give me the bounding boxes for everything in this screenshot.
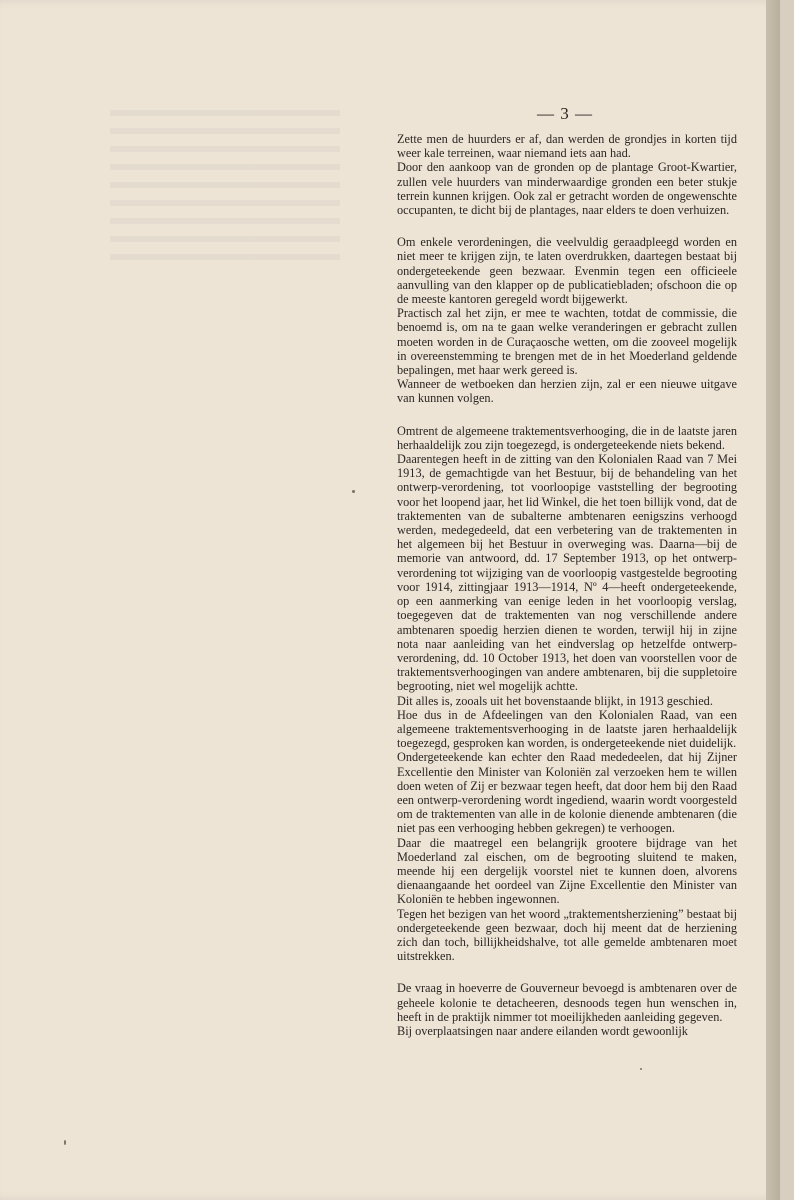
page-number: — 3 — bbox=[537, 104, 593, 123]
text-column bbox=[397, 132, 737, 1038]
paragraph: Om enkele verordeningen, die veelvuldig geraadpleegd worden en niet meer te krijgen zijn, te laten overdrukken, daartegen bestaat bij ondergeteekende geen bezwaar. Evenmin tegen een officieele aanvulling van den klapper op de publicatiebladen; ofschoon die op de meeste kantoren geregeld wordt bijgewerkt. bbox=[397, 235, 737, 307]
paragraph: Omtrent de algemeene traktementsverhooging, die in de laatste jaren herhaaldelijk zou zijn toegezegd, is ondergeteekende niets bekend. bbox=[397, 423, 737, 452]
paragraph: Zette men de huurders er af, dan werden de grondjes in korten tijd weer kale terreinen, waar niemand iets aan had. bbox=[397, 132, 737, 161]
paragraph: Dit alles is, zooals uit het bovenstaande blijkt, in 1913 geschied. bbox=[397, 693, 713, 708]
bleed-through-text bbox=[110, 100, 340, 260]
paragraph: De vraag in hoeverre de Gouverneur bevoegd is ambtenaren over de geheele kolonie te detacheeren, desnoods tegen hun wenschen in, heeft in de praktijk nimmer tot moeilijkheden aanleiding gegeven. bbox=[397, 981, 737, 1024]
paragraph: Bij overplaatsingen naar andere eilanden wordt gewoonlijk bbox=[397, 1023, 688, 1038]
paragraph: Daar die maatregel een belangrijk grootere bijdrage van het Moederland zal eischen, om de begrooting sluitend te maken, meende hij een dergelijk voorstel niet te kunnen doen, alvorens dienaangaande het oordeel van Zijne Excellentie den Minister van Koloniën te hebben ingewonnen. bbox=[397, 835, 737, 907]
paragraph: Hoe dus in de Afdeelingen van den Kolonialen Raad, van een algemeene traktementsverhooging in de laatste jaren herhaaldelijk toegezegd, gesproken kan worden, is ondergeteekende niet duidelijk. bbox=[397, 707, 737, 751]
paragraph: Tegen het bezigen van het woord „traktementsherziening” bestaat bij ondergeteekende geen bezwaar, doch hij meent dat de herziening zich dan toch, billijkheidshalve, tot alle gemelde ambtenaren moet uitstrekken. bbox=[397, 906, 737, 964]
page-edge bbox=[766, 0, 780, 1200]
speck bbox=[352, 490, 355, 493]
speck bbox=[64, 1140, 66, 1145]
paragraph: Door den aankoop van de gronden op de plantage Groot-Kwartier, zullen vele huurders van minderwaardige gronden een beter stukje terrein kunnen krijgen. Ook zal er getracht worden de ongewenschte occupanten, te dicht bij de plantages, naar elders te doen verhuizen. bbox=[397, 160, 737, 218]
paragraph: Wanneer de wetboeken dan herzien zijn, zal er een nieuwe uitgave van kunnen volgen. bbox=[397, 377, 737, 406]
paragraph: Daarentegen heeft in de zitting van den Kolonialen Raad van 7 Mei 1913, de gemachtigde van het Bestuur, bij de behandeling van het ontwerp-verordening, tot voorloopige vaststelling der begrooting voor het loopend jaar, het lid Winkel, die het toen billijk vond, dat de traktementen van de subalterne ambtenaren eenigszins verhoogd werden, medegedeeld, dat een verbetering van de traktementen in het algemeen bij het Bestuur in overweging was. Daarna—bij de memorie van antwoord, dd. 17 September 1913, op het ontwerp-verordening tot wijziging van de voorloopig vastgestelde begrooting voor 1914, zittingjaar 1913—1914, Nº 4—heeft ondergeteekende, op een aanmerking van eenige leden in het voorloopig verslag, toegegeven dat de traktementen van nog verschillende andere ambtenaren spoedig herzien dienen te worden, terwijl hij in zijne nota naar aanleiding van het eindverslag op hetzelfde ontwerp-verordening, dd. 10 October 1913, het doen van voorstellen voor de traktementsverhoogingen van andere ambtenaren, bij die suppletoire begrooting, niet wel mogelijk achtte. bbox=[397, 452, 737, 694]
paragraph: Practisch zal het zijn, er mee te wachten, totdat de commissie, die benoemd is, om na te gaan welke veranderingen er gebracht zullen moeten worden in de Curaçaosche wetten, om die zooveel mogelijk in overeenstemming te brengen met de in het Moederland geldende bepalingen, met haar werk gereed is. bbox=[397, 306, 737, 378]
paragraph: Ondergeteekende kan echter den Raad mededeelen, dat hij Zijner Excellentie den Minister van Koloniën zal verzoeken hem te willen doen weten of Zij er bezwaar tegen heeft, dat door hem bij den Raad een ontwerp-verordening wordt ingediend, waarin wordt voorgesteld om de traktementen van alle in de kolonie dienende ambtenaren (die niet pas een verhooging hebben gekregen) te verhoogen. bbox=[397, 750, 737, 836]
speck bbox=[640, 1068, 642, 1070]
